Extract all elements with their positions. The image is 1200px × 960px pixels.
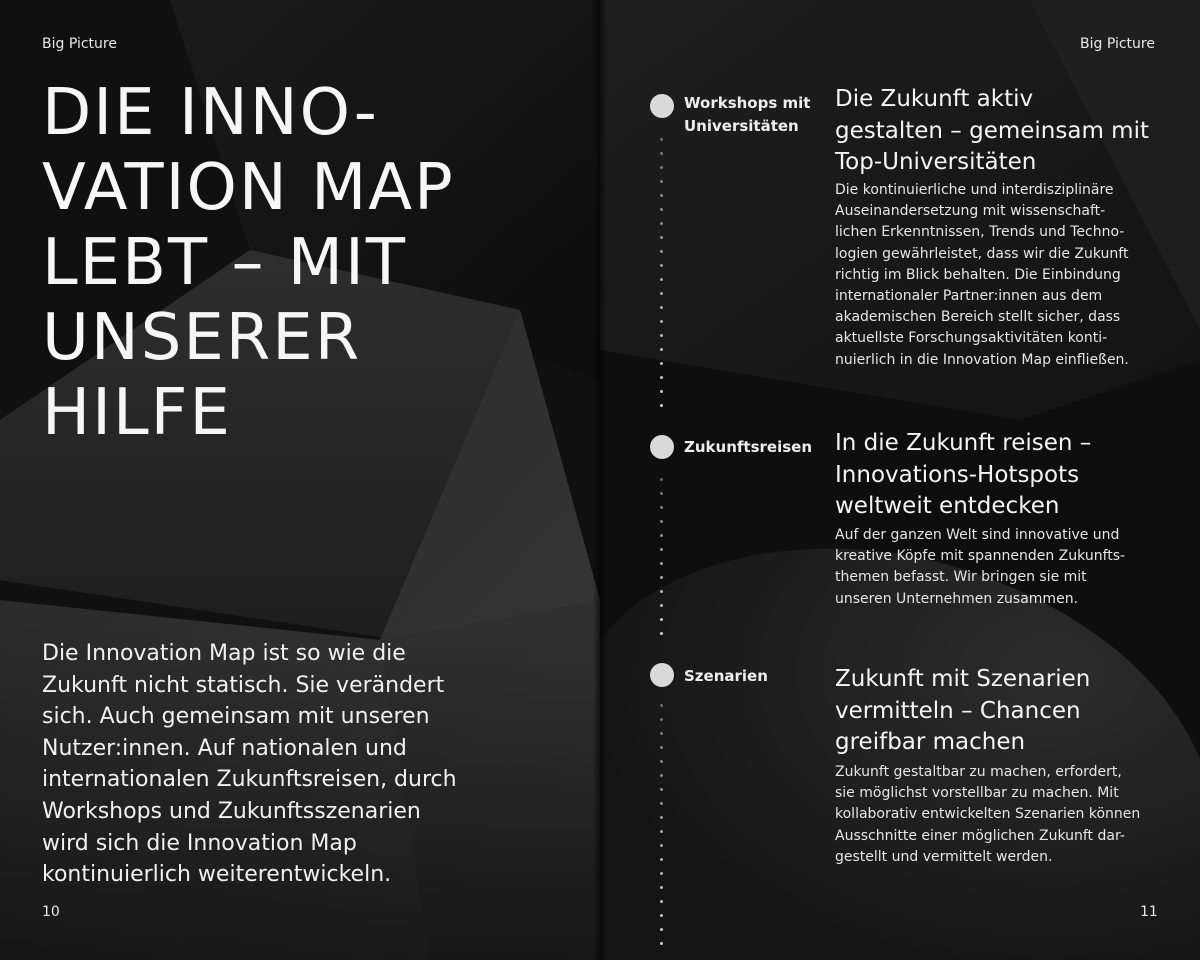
step-title-line: weltweit entdecken [835,493,1060,520]
intro-line: wird sich die Innovation Map [42,830,357,856]
step-body-line: kreative Köpfe mit spannenden Zukunfts- [835,548,1126,565]
intro-paragraph [42,638,542,891]
timeline-dot [660,774,663,777]
timeline-dot [660,872,663,875]
step-title [835,428,1175,523]
step-body-line: gestellt und vermittelt werden. [835,848,1053,865]
headline-line: UNSERER [42,301,362,375]
headline-line: LEBT – MIT [42,226,407,300]
timeline-dot [660,576,663,579]
timeline-dot [660,180,663,183]
timeline-dot [660,802,663,805]
step-body-line: aktuellste Forschungsaktivitäten konti- [835,330,1108,347]
step-title-line: Die Zukunft aktiv [835,86,1034,112]
timeline-dot [660,320,663,323]
timeline-dot [660,194,663,197]
timeline-dot [660,306,663,309]
step-body [835,525,1175,610]
timeline-dot [660,704,663,707]
intro-line: Nutzer:innen. Auf nationalen und [42,735,407,761]
step-body [835,762,1175,868]
timeline-dot [660,334,663,337]
timeline-marker [650,94,674,118]
timeline-dot [660,928,663,931]
step-label [684,665,824,688]
step-body-line: lichen Erkenntnissen, Trends und Techno- [835,224,1125,241]
running-head-left: Big Picture [42,36,117,52]
timeline-dot [660,348,663,351]
timeline-dot [660,590,663,593]
step-label [684,92,824,138]
headline-line: DIE INNO- [42,76,379,150]
intro-line: sich. Auch gemeinsam mit unseren [42,704,430,730]
step-body-line: unseren Unternehmen zusammen. [835,590,1079,607]
timeline-dot [660,788,663,791]
step-label-line: Zukunftsreisen [684,438,813,456]
timeline-dot [660,236,663,239]
timeline-dot [660,376,663,379]
timeline-dot [660,604,663,607]
step-body-line: logien gewährleistet, dass wir die Zukunft [835,245,1129,262]
step-label-line: Szenarien [684,667,768,685]
step-title-line: vermitteln – Chancen [835,697,1081,724]
step-label-line: Universitäten [684,117,799,135]
timeline-dotted-line [660,478,664,642]
timeline-dot [660,732,663,735]
timeline-dot [660,278,663,281]
step-title-line: Top-Universitäten [835,149,1037,176]
timeline-dot [660,562,663,565]
timeline-dot [660,520,663,523]
timeline-dot [660,900,663,903]
timeline-dot [660,152,663,155]
step-title [835,664,1175,759]
intro-line: Die Innovation Map ist so wie die [42,641,406,666]
step-title-line: gestalten – gemeinsam mit [835,117,1149,144]
intro-line: internationalen Zukunftsreisen, durch [42,767,457,793]
step-body-line: sie möglichst vorstellbar zu machen. Mit [835,785,1119,802]
timeline-dot [660,404,663,407]
timeline-dot [660,618,663,621]
intro-line: Workshops und Zukunftsszenarien [42,798,421,824]
page-number-left: 10 [42,904,60,920]
step-body-line: kollaborativ entwickelten Szenarien können [835,806,1141,823]
timeline-marker [650,435,674,459]
step-body-line: Die kontinuierliche und interdisziplinäre [835,182,1114,198]
headline-line: VATION MAP [42,151,455,225]
timeline-dot [660,760,663,763]
page-number-right: 11 [1140,904,1158,920]
step-label-line: Workshops mit [684,94,811,112]
timeline-dotted-line [660,138,664,418]
timeline-dot [660,914,663,917]
step-body-line: themen befasst. Wir bringen sie mit [835,569,1087,586]
step-body-line: Auf der ganzen Welt sind innovative und [835,527,1120,543]
step-body-line: Ausschnitte einer möglichen Zukunft dar- [835,827,1125,844]
step-title-line: Zukunft mit Szenarien [835,666,1091,692]
step-title-line: In die Zukunft reisen – [835,430,1092,456]
step-title-line: greifbar machen [835,729,1026,756]
timeline-dot [660,746,663,749]
timeline-dot [660,250,663,253]
spine-gutter-shadow [593,0,607,960]
timeline-dot [660,478,663,481]
timeline-dot [660,222,663,225]
headline-line: HILFE [42,376,232,450]
timeline-dot [660,942,663,945]
timeline-dot [660,208,663,211]
step-body-line: Auseinandersetzung mit wissenschaft- [835,203,1106,220]
timeline-dot [660,718,663,721]
timeline-dot [660,506,663,509]
timeline-dot [660,844,663,847]
timeline-dotted-line [660,704,664,952]
timeline-dot [660,264,663,267]
step-body-line: akademischen Bereich stellt sicher, dass [835,309,1121,326]
intro-line: Zukunft nicht statisch. Sie verändert [42,672,445,698]
timeline-dot [660,816,663,819]
step-body-line: internationaler Partner:innen aus dem [835,288,1103,305]
right-page [600,0,1200,960]
step-body [835,180,1175,371]
timeline-dot [660,534,663,537]
timeline-dot [660,830,663,833]
timeline-dot [660,166,663,169]
step-body-line: Zukunft gestaltbar zu machen, erfordert, [835,764,1122,780]
timeline-dot [660,292,663,295]
step-title [835,84,1175,179]
timeline-marker [650,663,674,687]
timeline-dot [660,858,663,861]
page-headline [42,76,562,451]
timeline-dot [660,390,663,393]
step-body-line: nuierlich in die Innovation Map einfließen. [835,351,1129,368]
timeline-dot [660,632,663,635]
timeline-dot [660,138,663,141]
step-body-line: richtig im Blick behalten. Die Einbindung [835,266,1121,283]
running-head-right: Big Picture [1080,36,1155,52]
intro-line: kontinuierlich weiterentwickeln. [42,862,392,888]
timeline-dot [660,548,663,551]
timeline-dot [660,492,663,495]
step-label [684,436,824,459]
timeline-dot [660,362,663,365]
step-title-line: Innovations-Hotspots [835,461,1080,488]
timeline-dot [660,886,663,889]
